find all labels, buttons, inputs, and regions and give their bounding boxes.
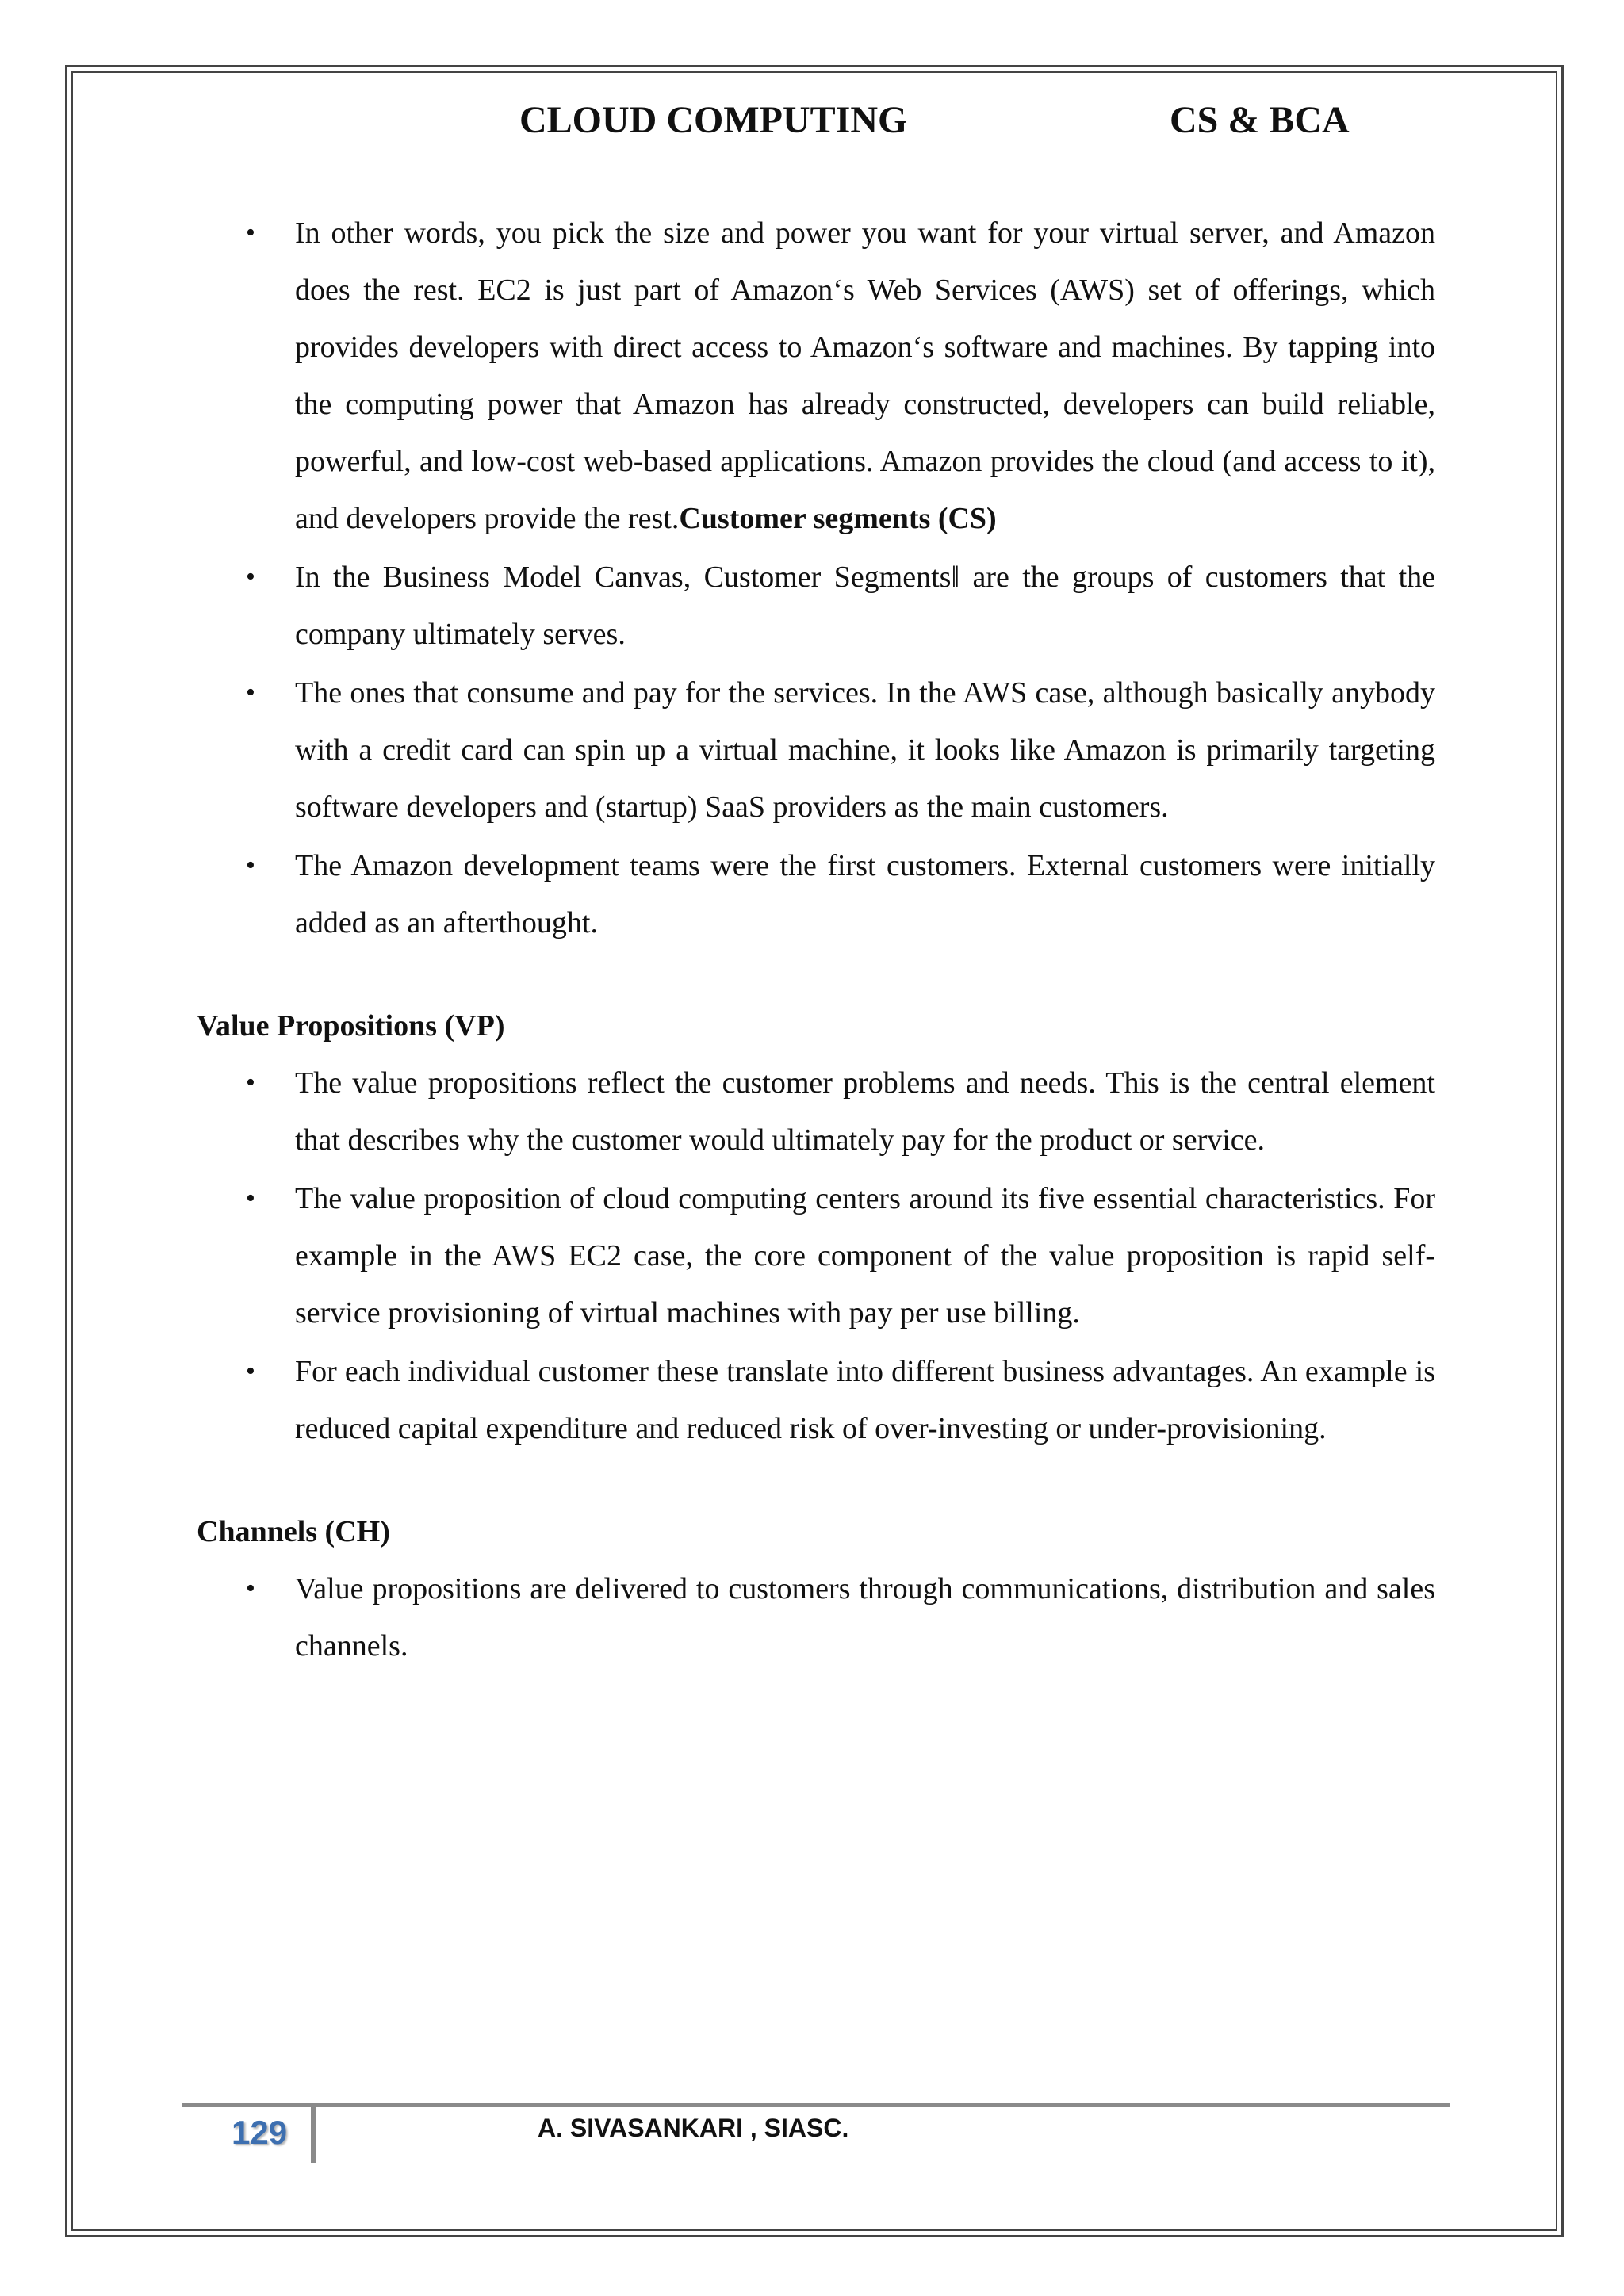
footer-author: A. SIVASANKARI , SIASC. <box>538 2114 849 2142</box>
list-item <box>197 549 1435 663</box>
bullet-text: The Amazon development teams were the first customers. External customers were initially added as an afterthought. <box>295 849 1435 939</box>
bullet-icon: • <box>246 562 255 591</box>
bullet-icon: • <box>246 1184 255 1213</box>
bullet-text: In the Business Model Canvas, Customer Segments‖ are the groups of customers that the company ultimately serves. <box>295 561 1435 651</box>
page-header <box>0 98 1624 154</box>
list-item <box>197 664 1435 836</box>
footer-rule <box>182 2103 1450 2107</box>
list-item <box>197 205 1435 547</box>
section-heading-inline: Customer segments (CS) <box>679 502 997 535</box>
header-course: CS & BCA <box>1170 99 1350 141</box>
bullet-text: The ones that consume and pay for the services. In the AWS case, although basically anybody with a credit card can spin up a virtual machine, it looks like Amazon is primarily targeting software developers and (startup) SaaS providers as the main customers. <box>295 676 1435 824</box>
list-item <box>197 1343 1435 1457</box>
document-body <box>197 205 1435 1676</box>
bullet-text: In other words, you pick the size and power you want for your virtual server, and Amazon does the rest. EC2 is just part of Amazon‘s Web Services (AWS) set of offerings, which provides developers with direct access to Amazon‘s software and machines. By tapping into the computing power that Amazon has already constructed, developers can build reliable, powerful, and low-cost web-based applications. Amazon provides the cloud (and access to it), and developers provide the rest. <box>295 216 1435 535</box>
channels-list <box>197 1560 1435 1674</box>
bullet-icon: • <box>246 1574 255 1603</box>
bullet-icon: • <box>246 851 255 880</box>
bullet-text: For each individual customer these translate into different business advantages. An example is reduced capital expenditure and reduced risk of over-investing or under-provisioning. <box>295 1355 1435 1445</box>
list-item <box>197 1170 1435 1341</box>
bullet-text: The value propositions reflect the customer problems and needs. This is the central element that describes why the customer would ultimately pay for the product or service. <box>295 1066 1435 1157</box>
bullet-icon: • <box>246 1357 255 1386</box>
bullet-text: Value propositions are delivered to customers through communications, distribution and sales channels. <box>295 1572 1435 1663</box>
list-item <box>197 1560 1435 1674</box>
list-item <box>197 1054 1435 1169</box>
intro-bullet-list <box>197 205 1435 951</box>
bullet-text: The value proposition of cloud computing centers around its five essential characteristics. For example in the AWS EC2 case, the core component of the value proposition is rapid self-service provisioning of virtual machines with pay per use billing. <box>295 1182 1435 1330</box>
list-item <box>197 837 1435 951</box>
header-title: CLOUD COMPUTING <box>519 99 908 141</box>
bullet-icon: • <box>246 1068 255 1097</box>
bullet-icon: • <box>246 678 255 707</box>
bullet-icon: • <box>246 218 255 247</box>
channels-heading: Channels (CH) <box>197 1515 390 1548</box>
page-number: 129 <box>232 2114 288 2151</box>
value-propositions-heading: Value Propositions (VP) <box>197 1009 505 1043</box>
value-propositions-list <box>197 1054 1435 1457</box>
footer-divider <box>311 2107 316 2163</box>
